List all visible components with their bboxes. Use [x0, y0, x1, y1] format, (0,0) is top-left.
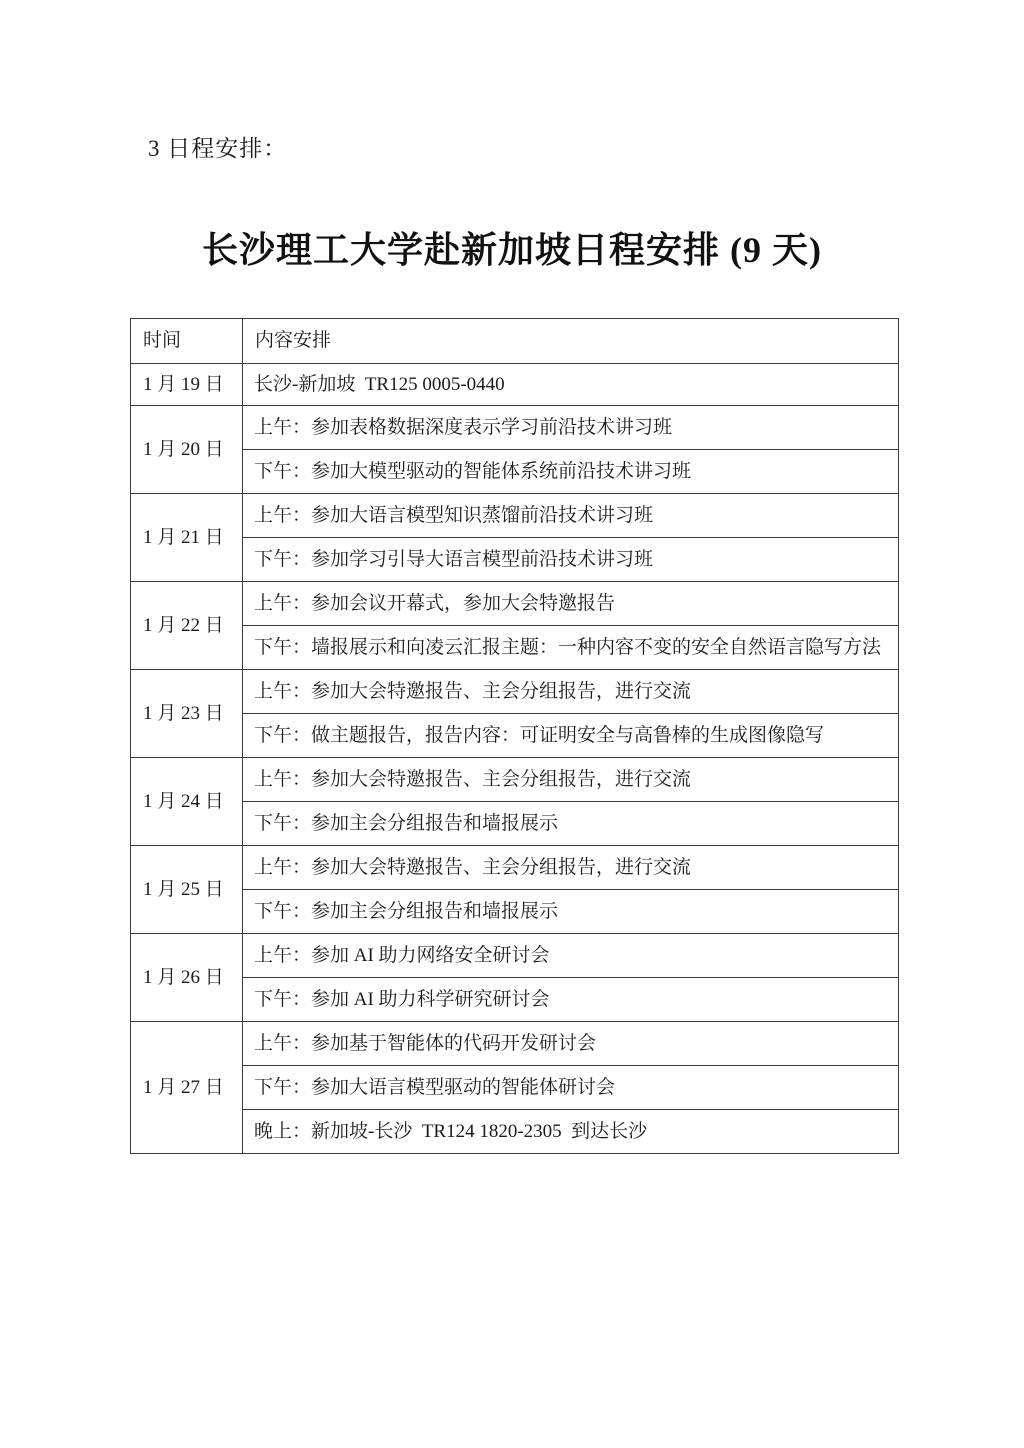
date-cell: 1 月 25 日 [131, 846, 243, 934]
content-cell: 下午：参加主会分组报告和墙报展示 [243, 802, 899, 846]
table-row [131, 934, 899, 978]
table-row [131, 1110, 899, 1154]
table-row [131, 450, 899, 494]
content-cell: 上午：参加 AI 助力网络安全研讨会 [243, 934, 899, 978]
table-row [131, 364, 899, 406]
date-cell: 1 月 26 日 [131, 934, 243, 1022]
content-cell: 晚上：新加坡-长沙 TR124 1820-2305 到达长沙 [243, 1110, 899, 1154]
content-cell: 下午：参加学习引导大语言模型前沿技术讲习班 [243, 538, 899, 582]
page-title: 长沙理工大学赴新加坡日程安排 (9 天) [202, 230, 822, 270]
content-cell: 下午：墙报展示和向凌云汇报主题：一种内容不变的安全自然语言隐写方法 [243, 626, 899, 670]
date-cell: 1 月 24 日 [131, 758, 243, 846]
content-cell: 上午：参加大语言模型知识蒸馏前沿技术讲习班 [243, 494, 899, 538]
content-cell: 长沙-新加坡 TR125 0005-0440 [243, 364, 899, 406]
section-heading: 3 日程安排： [148, 136, 288, 161]
table-row [131, 978, 899, 1022]
table-row [131, 758, 899, 802]
date-cell: 1 月 21 日 [131, 494, 243, 582]
table-row [131, 582, 899, 626]
content-cell: 上午：参加表格数据深度表示学习前沿技术讲习班 [243, 406, 899, 450]
table-row [131, 406, 899, 450]
column-header-content: 内容安排 [243, 319, 899, 364]
table-header-row [131, 319, 899, 364]
content-cell: 上午：参加大会特邀报告、主会分组报告，进行交流 [243, 846, 899, 890]
table-row [131, 1022, 899, 1066]
table-row [131, 714, 899, 758]
table-row [131, 802, 899, 846]
date-cell: 1 月 27 日 [131, 1022, 243, 1154]
table-row [131, 538, 899, 582]
table-row [131, 494, 899, 538]
content-cell: 下午：参加 AI 助力科学研究研讨会 [243, 978, 899, 1022]
date-cell: 1 月 19 日 [131, 364, 243, 406]
date-cell: 1 月 23 日 [131, 670, 243, 758]
table-row [131, 1066, 899, 1110]
content-cell: 下午：做主题报告，报告内容：可证明安全与高鲁棒的生成图像隐写 [243, 714, 899, 758]
content-cell: 下午：参加主会分组报告和墙报展示 [243, 890, 899, 934]
schedule-table-container [130, 318, 898, 1154]
date-cell: 1 月 20 日 [131, 406, 243, 494]
content-cell: 下午：参加大语言模型驱动的智能体研讨会 [243, 1066, 899, 1110]
schedule-table [130, 318, 899, 1154]
table-row [131, 626, 899, 670]
table-row [131, 846, 899, 890]
table-row [131, 670, 899, 714]
date-cell: 1 月 22 日 [131, 582, 243, 670]
content-cell: 上午：参加会议开幕式，参加大会特邀报告 [243, 582, 899, 626]
table-row [131, 890, 899, 934]
content-cell: 下午：参加大模型驱动的智能体系统前沿技术讲习班 [243, 450, 899, 494]
content-cell: 上午：参加基于智能体的代码开发研讨会 [243, 1022, 899, 1066]
content-cell: 上午：参加大会特邀报告、主会分组报告，进行交流 [243, 758, 899, 802]
content-cell: 上午：参加大会特邀报告、主会分组报告，进行交流 [243, 670, 899, 714]
column-header-time: 时间 [131, 319, 243, 364]
